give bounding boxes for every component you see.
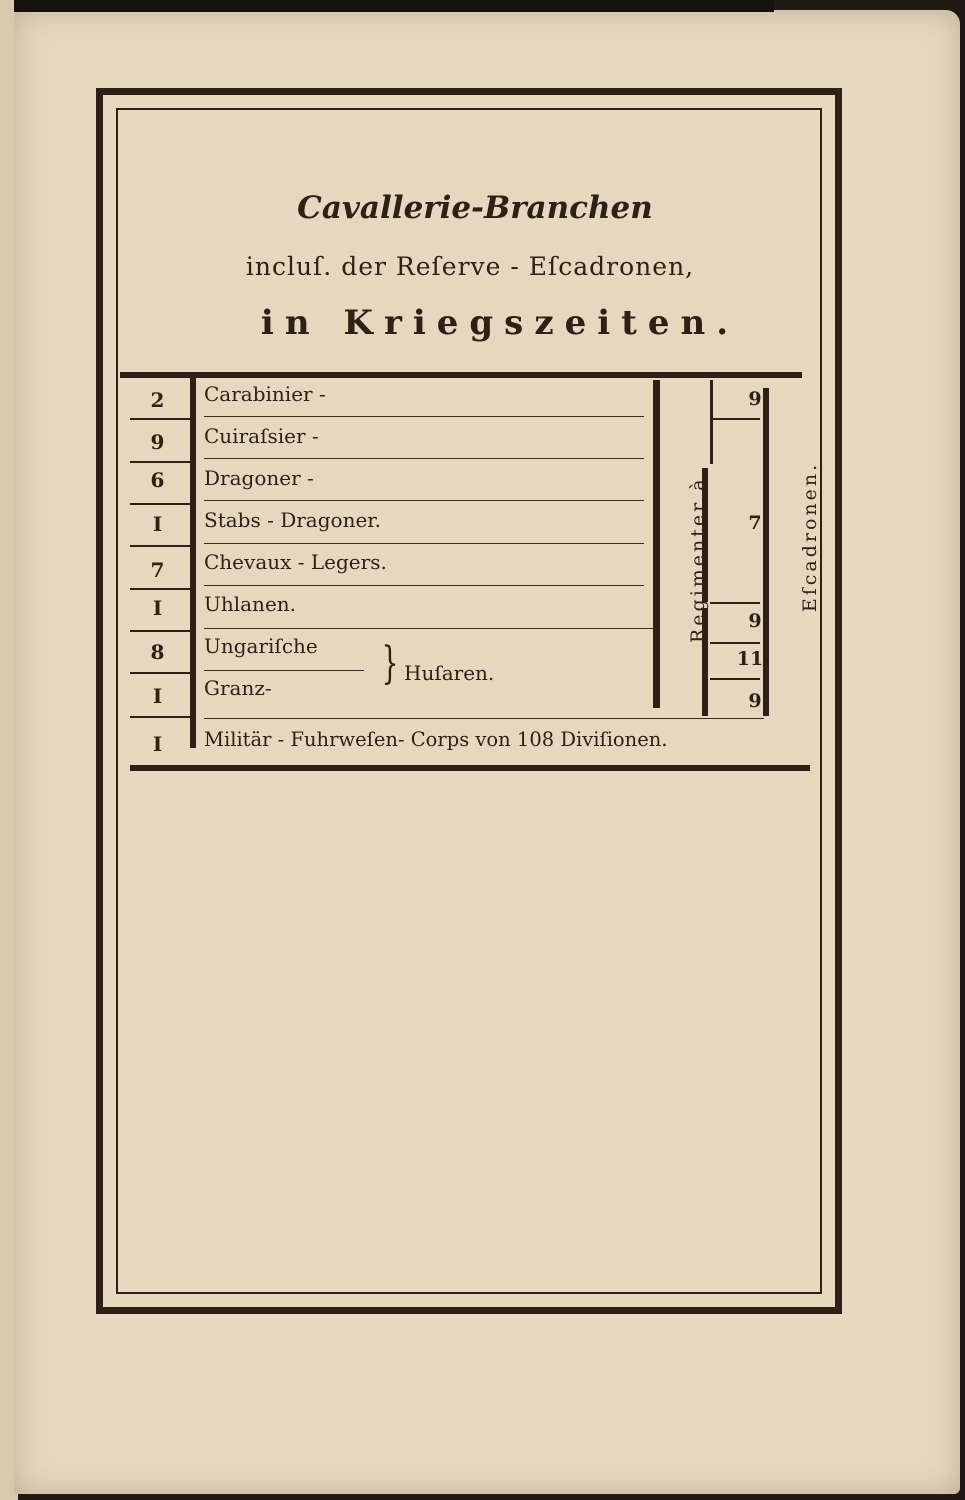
cavalry-table bbox=[120, 372, 821, 772]
count-separator bbox=[130, 503, 190, 505]
count-separator bbox=[130, 672, 190, 674]
count-separator bbox=[130, 418, 190, 420]
escadron-separator bbox=[710, 642, 760, 644]
row-label: Dragoner - bbox=[204, 466, 314, 490]
label-separator bbox=[204, 628, 654, 629]
row-label: Uhlanen. bbox=[204, 592, 297, 616]
row-label: Ungariſche bbox=[204, 634, 318, 658]
label-separator bbox=[204, 670, 364, 671]
row-label: Stabs - Dragoner. bbox=[204, 508, 382, 532]
count-separator bbox=[130, 630, 190, 632]
escadron-bracket-rule-top bbox=[710, 380, 713, 464]
row-count: 9 bbox=[150, 430, 165, 454]
escadron-separator bbox=[710, 602, 760, 604]
row-label: Chevaux - Legers. bbox=[204, 550, 387, 574]
label-separator bbox=[204, 416, 644, 417]
label-separator bbox=[204, 585, 644, 586]
count-separator bbox=[130, 545, 190, 547]
escadron-value: 11 bbox=[736, 648, 764, 670]
label-separator bbox=[204, 458, 644, 459]
count-separator bbox=[130, 588, 190, 590]
hussar-group-label: Huſaren. bbox=[404, 661, 495, 685]
count-separator bbox=[130, 716, 190, 718]
escadron-separator bbox=[710, 678, 760, 680]
footer-count: I bbox=[152, 732, 163, 756]
escadron-value: 9 bbox=[748, 690, 762, 712]
row-count: I bbox=[152, 684, 163, 708]
escadron-value: 7 bbox=[748, 512, 762, 534]
row-label: Carabinier - bbox=[204, 382, 326, 406]
scan-edge bbox=[14, 0, 774, 12]
label-separator bbox=[204, 718, 764, 719]
count-column-rule bbox=[190, 376, 196, 748]
escadron-separator bbox=[710, 418, 760, 420]
label-separator bbox=[204, 543, 644, 544]
row-count: 8 bbox=[150, 640, 165, 664]
row-count: 2 bbox=[150, 388, 165, 412]
regiment-label: Regimenter à bbox=[687, 476, 709, 643]
escadron-value: 9 bbox=[748, 610, 762, 632]
label-separator bbox=[204, 500, 644, 501]
row-count: 7 bbox=[150, 558, 165, 582]
regiment-bracket-rule bbox=[653, 380, 660, 708]
count-separator bbox=[130, 461, 190, 463]
row-count: I bbox=[152, 512, 163, 536]
heading-title: Cavallerie-Branchen bbox=[297, 190, 653, 226]
escadron-label: Eſcadronen. bbox=[799, 461, 821, 613]
table-bottom-rule bbox=[130, 765, 810, 771]
table-top-rule bbox=[120, 372, 802, 378]
footer-label: Militär - Fuhrweſen- Corps von 108 Diviſionen. bbox=[204, 728, 668, 751]
row-label: Cuiraſsier - bbox=[204, 424, 319, 448]
escadron-value: 9 bbox=[748, 388, 762, 410]
heading-subtitle: incluſ. der Reſerve - Eſcadronen, bbox=[245, 252, 695, 281]
row-label: Granz- bbox=[204, 676, 272, 700]
row-count: I bbox=[152, 596, 163, 620]
heading-period: in Kriegszeiten. bbox=[260, 303, 740, 343]
row-count: 6 bbox=[150, 468, 165, 492]
hussar-brace: } bbox=[381, 638, 399, 689]
